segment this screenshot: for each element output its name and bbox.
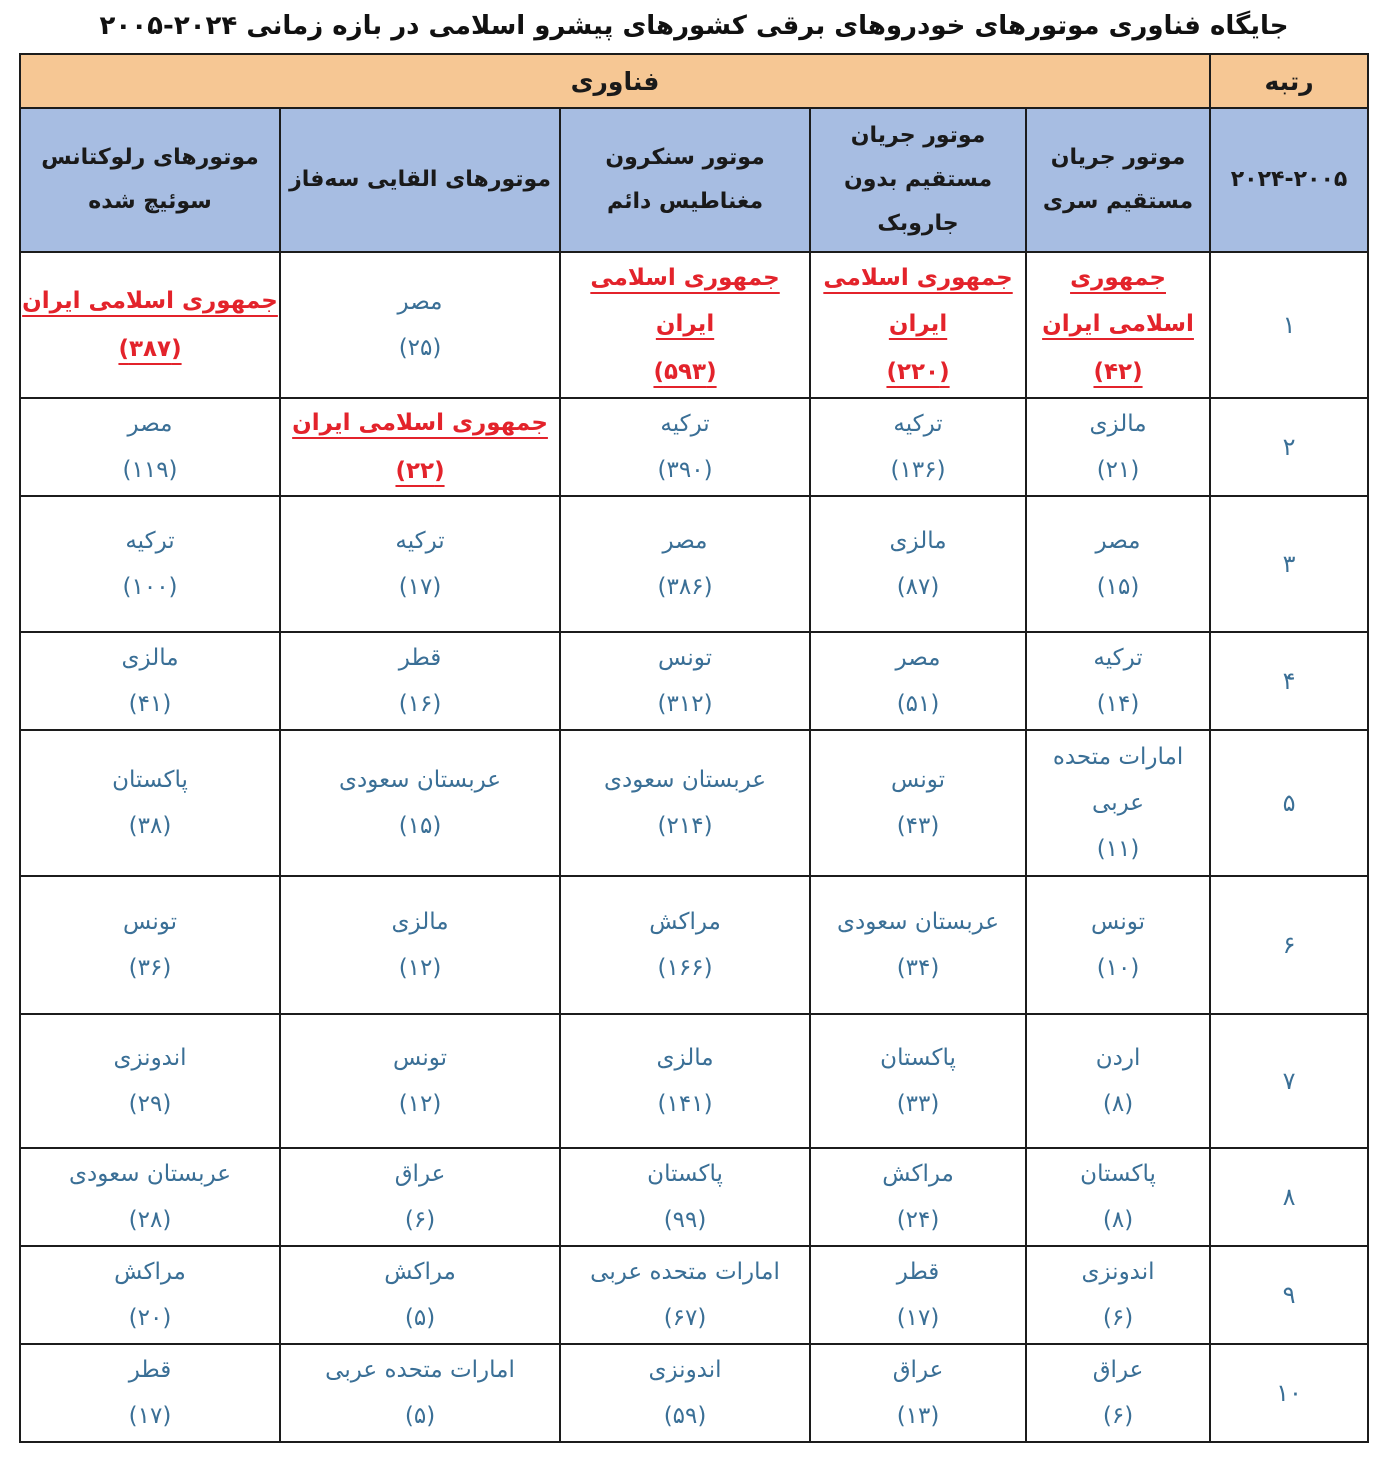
- patent-count: (۶): [1102, 1305, 1134, 1331]
- patent-count: (۳۴): [896, 955, 940, 981]
- patent-count: (۵۹): [663, 1403, 707, 1429]
- country-name: مصر: [895, 645, 941, 671]
- table-row: [20, 876, 1368, 1014]
- patent-count: (۲۹): [128, 1091, 172, 1117]
- country-name: مصر: [662, 528, 708, 554]
- country-cell: [1026, 876, 1210, 1014]
- rank-cell: ۳: [1210, 496, 1368, 632]
- country-name: مالزی: [1089, 411, 1147, 437]
- patent-count: (۶): [404, 1207, 436, 1233]
- patent-count: (۹۹): [663, 1207, 707, 1233]
- country-cell: [810, 1344, 1026, 1442]
- rank-cell: ۵: [1210, 730, 1368, 876]
- country-cell: [810, 496, 1026, 632]
- patent-count: (۸): [1102, 1091, 1134, 1117]
- country-cell: [560, 496, 810, 632]
- country-cell: [280, 1148, 560, 1246]
- country-cell: [1026, 398, 1210, 496]
- country-cell: [560, 1148, 810, 1246]
- patent-count: (۴۱): [128, 691, 172, 717]
- country-name: قطر: [398, 645, 442, 671]
- rank-cell: ۶: [1210, 876, 1368, 1014]
- country-cell: [560, 632, 810, 730]
- country-name: عربستان سعودی: [69, 1161, 231, 1187]
- country-name: اندونزی: [648, 1357, 722, 1383]
- patent-count: (۲۱): [1096, 457, 1140, 483]
- country-name: مالزی: [889, 528, 947, 554]
- country-cell: [810, 1014, 1026, 1148]
- country-cell: [560, 398, 810, 496]
- country-name: ترکیه: [1093, 645, 1143, 671]
- table-row: [20, 398, 1368, 496]
- table-row: [20, 632, 1368, 730]
- country-cell: [1026, 1014, 1210, 1148]
- rank-cell: ۴: [1210, 632, 1368, 730]
- country-cell: [20, 1344, 280, 1442]
- country-cell: [280, 252, 560, 398]
- country-name: امارات متحده عربی: [325, 1357, 515, 1383]
- col-header-srm: موتورهای رلوکتانس سوئیچ شده: [20, 108, 280, 252]
- country-cell: [1026, 632, 1210, 730]
- country-cell: [280, 496, 560, 632]
- country-cell: [810, 632, 1026, 730]
- country-name: مالزی: [656, 1045, 714, 1071]
- country-cell: [560, 1246, 810, 1344]
- patent-count: (۲۱۴): [657, 813, 713, 839]
- country-cell: [810, 1148, 1026, 1246]
- country-name: امارات متحده عربی: [1052, 744, 1184, 816]
- country-cell: [560, 1014, 810, 1148]
- country-name: جمهوری اسلامی ایران: [590, 265, 780, 337]
- patent-count: (۱۰۰): [122, 574, 178, 600]
- col-header-bldc: موتور جریان مستقیم بدون جاروبک: [810, 108, 1026, 252]
- document-title: جایگاه فناوری موتورهای خودروهای برقی کشورهای پیشرو اسلامی در بازه زمانی ۲۰۲۴-۲۰۰۵: [99, 11, 1289, 41]
- patent-count: (۸): [1102, 1207, 1134, 1233]
- patent-count: (۲۲۰): [886, 359, 950, 385]
- patent-count: (۱۳۶): [890, 457, 946, 483]
- table-row: [20, 1344, 1368, 1442]
- patent-count: (۱۷): [398, 574, 442, 600]
- patent-count: (۴۳): [896, 813, 940, 839]
- country-name: پاکستان: [880, 1045, 956, 1071]
- country-name: مراکش: [649, 909, 721, 935]
- country-name: عراق: [1092, 1357, 1144, 1383]
- country-cell: [810, 876, 1026, 1014]
- patent-count: (۲۴): [896, 1207, 940, 1233]
- country-name: مراکش: [882, 1161, 954, 1187]
- table-row: [20, 1246, 1368, 1344]
- country-name: مصر: [1095, 528, 1141, 554]
- patent-count: (۸۷): [896, 574, 940, 600]
- header-row-sub: [20, 108, 1368, 252]
- country-name: ترکیه: [395, 528, 445, 554]
- country-name: ترکیه: [660, 411, 710, 437]
- country-cell: [20, 252, 280, 398]
- country-name: مصر: [397, 289, 443, 315]
- patent-count: (۵): [404, 1403, 436, 1429]
- ranking-table: [19, 53, 1369, 1443]
- country-name: جمهوری اسلامی ایران: [1042, 265, 1194, 337]
- patent-count: (۵۹۳): [653, 359, 717, 385]
- country-cell: [810, 252, 1026, 398]
- country-name: مراکش: [114, 1259, 186, 1285]
- country-cell: [280, 1014, 560, 1148]
- patent-count: (۱۱): [1096, 836, 1140, 862]
- patent-count: (۱۱۹): [122, 457, 178, 483]
- country-name: ترکیه: [893, 411, 943, 437]
- patent-count: (۳۸): [128, 813, 172, 839]
- patent-count: (۱۳): [896, 1403, 940, 1429]
- rank-cell: ۲: [1210, 398, 1368, 496]
- country-cell: [560, 252, 810, 398]
- col-header-pmsm: موتور سنکرون مغناطیس دائم: [560, 108, 810, 252]
- country-name: تونس: [393, 1045, 448, 1071]
- country-name: جمهوری اسلامی ایران: [22, 288, 278, 314]
- country-cell: [1026, 730, 1210, 876]
- country-cell: [280, 1246, 560, 1344]
- patent-count: (۱۲): [398, 1091, 442, 1117]
- patent-count: (۶): [1102, 1403, 1134, 1429]
- country-cell: [20, 496, 280, 632]
- patent-count: (۳۱۲): [657, 691, 713, 717]
- patent-count: (۳۹۰): [657, 457, 713, 483]
- country-name: عراق: [394, 1161, 446, 1187]
- country-name: پاکستان: [647, 1161, 723, 1187]
- country-name: قطر: [128, 1357, 172, 1383]
- country-cell: [1026, 1148, 1210, 1246]
- patent-count: (۱۶): [398, 691, 442, 717]
- patent-count: (۱۰): [1096, 955, 1140, 981]
- country-cell: [810, 398, 1026, 496]
- country-cell: [280, 632, 560, 730]
- country-cell: [280, 876, 560, 1014]
- rank-cell: ۱۰: [1210, 1344, 1368, 1442]
- patent-count: (۱۵): [398, 813, 442, 839]
- country-name: مراکش: [384, 1259, 456, 1285]
- table-row: [20, 730, 1368, 876]
- rank-cell: ۹: [1210, 1246, 1368, 1344]
- patent-count: (۳۸۷): [118, 336, 182, 362]
- rank-cell: ۸: [1210, 1148, 1368, 1246]
- country-cell: [280, 730, 560, 876]
- rank-header: رتبه: [1210, 54, 1368, 108]
- patent-count: (۳۳): [896, 1091, 940, 1117]
- patent-count: (۳۸۶): [657, 574, 713, 600]
- country-cell: [20, 632, 280, 730]
- patent-count: (۱۷): [896, 1305, 940, 1331]
- country-cell: [810, 1246, 1026, 1344]
- country-name: جمهوری اسلامی ایران: [292, 410, 548, 436]
- country-name: عربستان سعودی: [837, 909, 1000, 935]
- country-name: اردن: [1095, 1045, 1141, 1071]
- country-cell: [810, 730, 1026, 876]
- country-cell: [20, 1014, 280, 1148]
- rank-cell: ۱: [1210, 252, 1368, 398]
- country-cell: [20, 730, 280, 876]
- table-row: [20, 1014, 1368, 1148]
- country-name: امارات متحده عربی: [590, 1259, 780, 1285]
- country-cell: [20, 1148, 280, 1246]
- patent-count: (۵): [404, 1305, 436, 1331]
- country-cell: [560, 1344, 810, 1442]
- patent-count: (۱۴): [1096, 691, 1140, 717]
- country-name: جمهوری اسلامی ایران: [823, 265, 1013, 337]
- patent-count: (۵۱): [896, 691, 940, 717]
- country-name: قطر: [896, 1259, 940, 1285]
- col-header-series-dc: موتور جریان مستقیم سری: [1026, 108, 1210, 252]
- country-name: عراق: [892, 1357, 944, 1383]
- country-cell: [1026, 252, 1210, 398]
- country-cell: [560, 730, 810, 876]
- country-cell: [1026, 1246, 1210, 1344]
- technology-header: فناوری: [20, 54, 1210, 108]
- patent-count: (۴۲): [1093, 359, 1143, 385]
- country-name: ترکیه: [125, 528, 175, 554]
- patent-count: (۱۶۶): [657, 955, 713, 981]
- patent-count: (۱۵): [1096, 574, 1140, 600]
- patent-count: (۲۸): [128, 1207, 172, 1233]
- country-cell: [20, 398, 280, 496]
- country-cell: [1026, 496, 1210, 632]
- country-name: عربستان سعودی: [339, 767, 502, 793]
- country-name: اندونزی: [1081, 1259, 1155, 1285]
- country-name: تونس: [123, 909, 178, 935]
- country-name: تونس: [658, 645, 713, 671]
- patent-count: (۲۲): [395, 458, 445, 484]
- patent-count: (۲۰): [128, 1305, 172, 1331]
- country-cell: [560, 876, 810, 1014]
- table-row: [20, 1148, 1368, 1246]
- period-header: ۲۰۲۴-۲۰۰۵: [1210, 108, 1368, 252]
- country-name: مالزی: [121, 645, 179, 671]
- table-row: [20, 252, 1368, 398]
- patent-count: (۱۷): [128, 1403, 172, 1429]
- country-cell: [1026, 1344, 1210, 1442]
- country-name: پاکستان: [1080, 1161, 1156, 1187]
- rank-cell: ۷: [1210, 1014, 1368, 1148]
- country-cell: [280, 398, 560, 496]
- patent-count: (۲۵): [398, 335, 442, 361]
- col-header-induction: موتورهای القایی سه‌فاز: [280, 108, 560, 252]
- country-name: پاکستان: [112, 767, 188, 793]
- patent-count: (۳۶): [128, 955, 172, 981]
- country-cell: [280, 1344, 560, 1442]
- country-name: مالزی: [391, 909, 449, 935]
- country-name: اندونزی: [113, 1045, 187, 1071]
- patent-count: (۱۴۱): [657, 1091, 713, 1117]
- country-name: عربستان سعودی: [604, 767, 767, 793]
- country-name: تونس: [1091, 909, 1146, 935]
- country-name: تونس: [891, 767, 946, 793]
- header-row-top: [20, 54, 1368, 108]
- patent-count: (۶۷): [663, 1305, 707, 1331]
- country-cell: [20, 1246, 280, 1344]
- country-name: مصر: [127, 411, 173, 437]
- table-row: [20, 496, 1368, 632]
- patent-count: (۱۲): [398, 955, 442, 981]
- country-cell: [20, 876, 280, 1014]
